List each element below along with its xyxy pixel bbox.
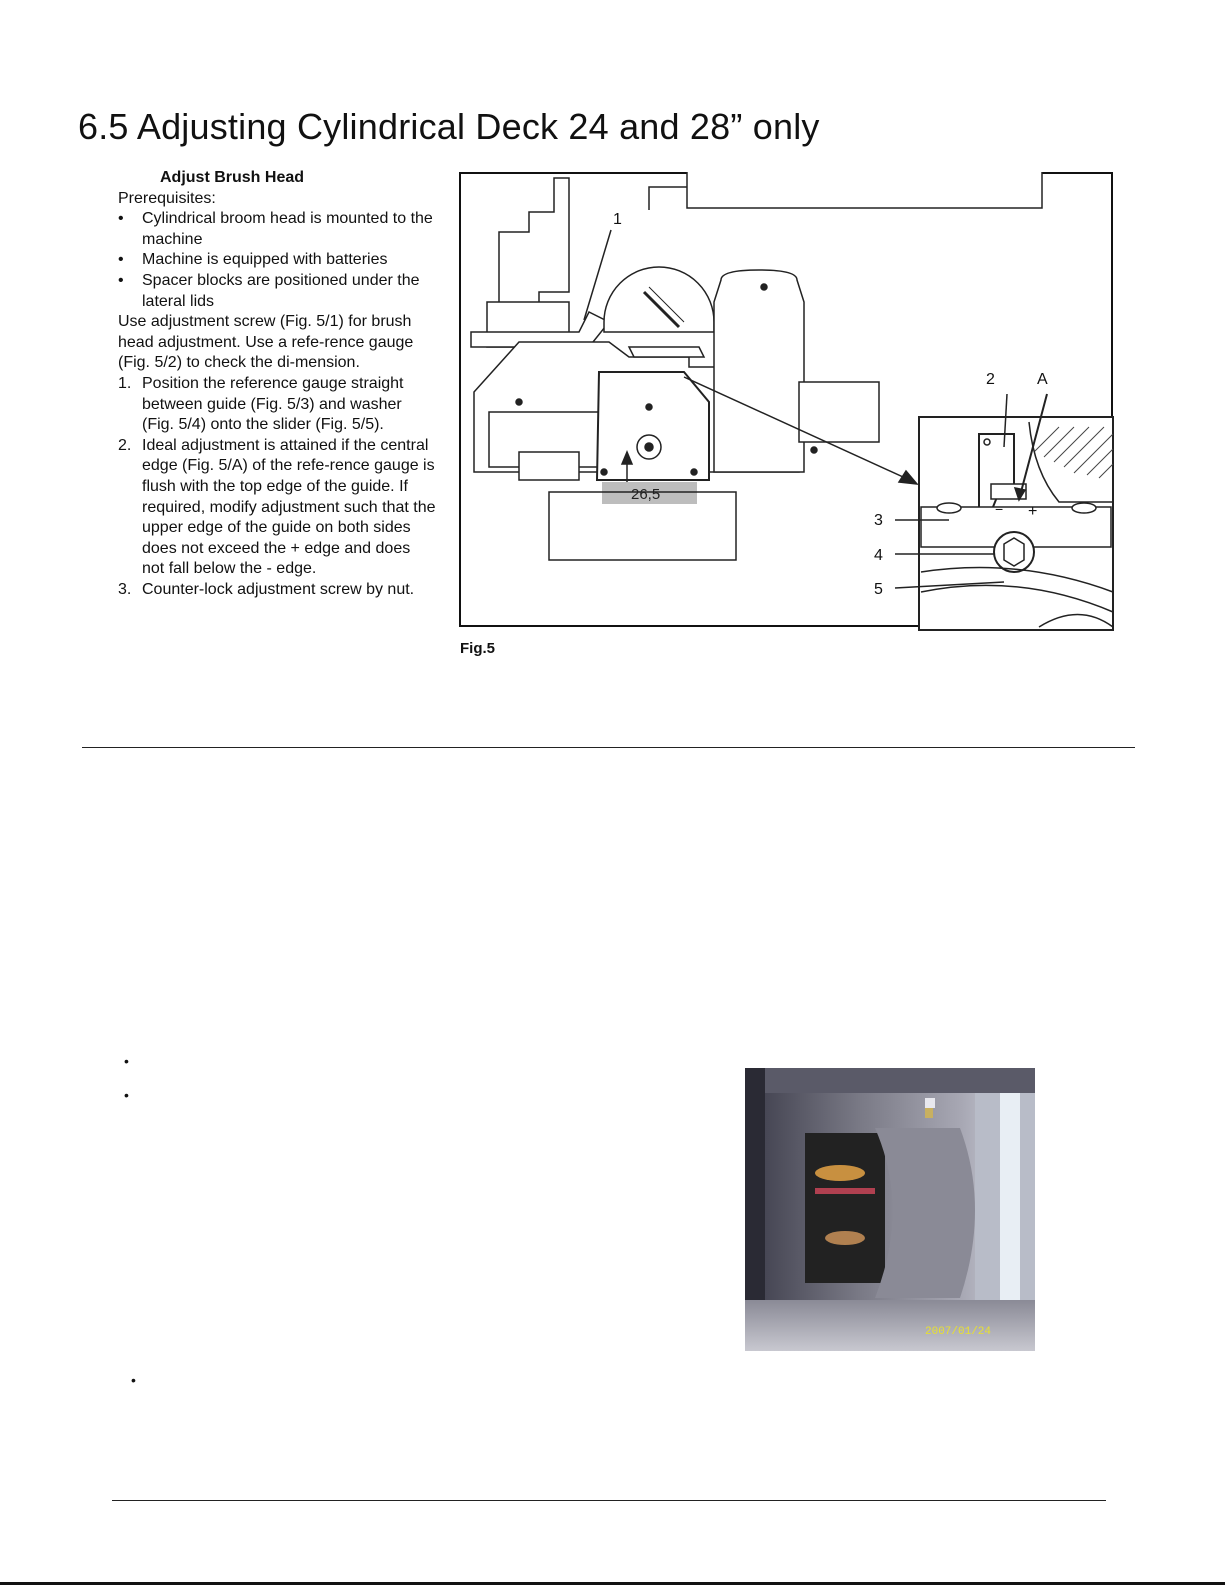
footer-divider <box>112 1500 1106 1501</box>
intro-paragraph: Use adjustment screw (Fig. 5/1) for brush head adjustment. Use a refe-rence gauge (Fig. 5/2) to check the di-mension. <box>118 313 414 372</box>
step-text: Position the reference gauge straight between guide (Fig. 5/3) and washer (Fig. 5/4) onto the slider (Fig. 5/5). <box>142 374 404 434</box>
step-item <box>118 436 436 580</box>
step-item <box>118 374 436 436</box>
empty-bullet: • <box>124 1087 129 1103</box>
step-number: 2. <box>118 436 132 454</box>
page-title: 6.5 Adjusting Cylindrical Deck 24 and 28” only <box>78 106 820 147</box>
section-divider <box>82 747 1135 748</box>
callout-1: 1 <box>613 211 622 228</box>
plus-sign: + <box>1028 503 1038 520</box>
brush-head-diagram <box>459 172 1115 632</box>
leader-line-top <box>649 187 687 210</box>
prerequisites-list <box>118 209 436 312</box>
empty-bullet: • <box>131 1372 136 1388</box>
step-text: Counter-lock adjustment screw by nut. <box>142 580 415 598</box>
callout-4: 4 <box>874 547 883 564</box>
prerequisite-item: • Machine is equipped with batteries <box>118 250 436 271</box>
empty-label-box-top <box>687 172 1042 208</box>
prerequisite-item: • Spacer blocks are positioned under the lateral lids <box>118 271 436 312</box>
empty-bullet: • <box>124 1053 129 1069</box>
prerequisites-label: Prerequisites: <box>118 189 216 207</box>
brush-head-photo <box>745 1068 1035 1351</box>
step-item <box>118 580 436 601</box>
step-number: 3. <box>118 580 132 598</box>
callout-A: A <box>1037 371 1048 388</box>
section-heading: Adjust Brush Head <box>160 169 305 186</box>
photo-timestamp: 2007/01/24 <box>925 1326 992 1338</box>
minus-sign: − <box>995 501 1004 517</box>
dimension-label: 26,5 <box>631 486 661 503</box>
callout-2: 2 <box>986 371 995 388</box>
step-text: Ideal adjustment is attained if the central edge (Fig. 5/A) of the refe-rence gauge is flush with the top edge of the guide. If required, modify adjustment such that the upper edge of the guide on both sides does not exceed the + edge and does not fall below the - edge. <box>142 436 436 578</box>
callout-3: 3 <box>874 512 883 529</box>
steps-list <box>118 374 436 601</box>
figure-caption: Fig.5 <box>460 640 496 657</box>
prerequisite-item: • Cylindrical broom head is mounted to the machine <box>118 209 436 250</box>
instructions-column <box>118 168 436 600</box>
callout-5: 5 <box>874 581 883 598</box>
step-number: 1. <box>118 374 132 392</box>
